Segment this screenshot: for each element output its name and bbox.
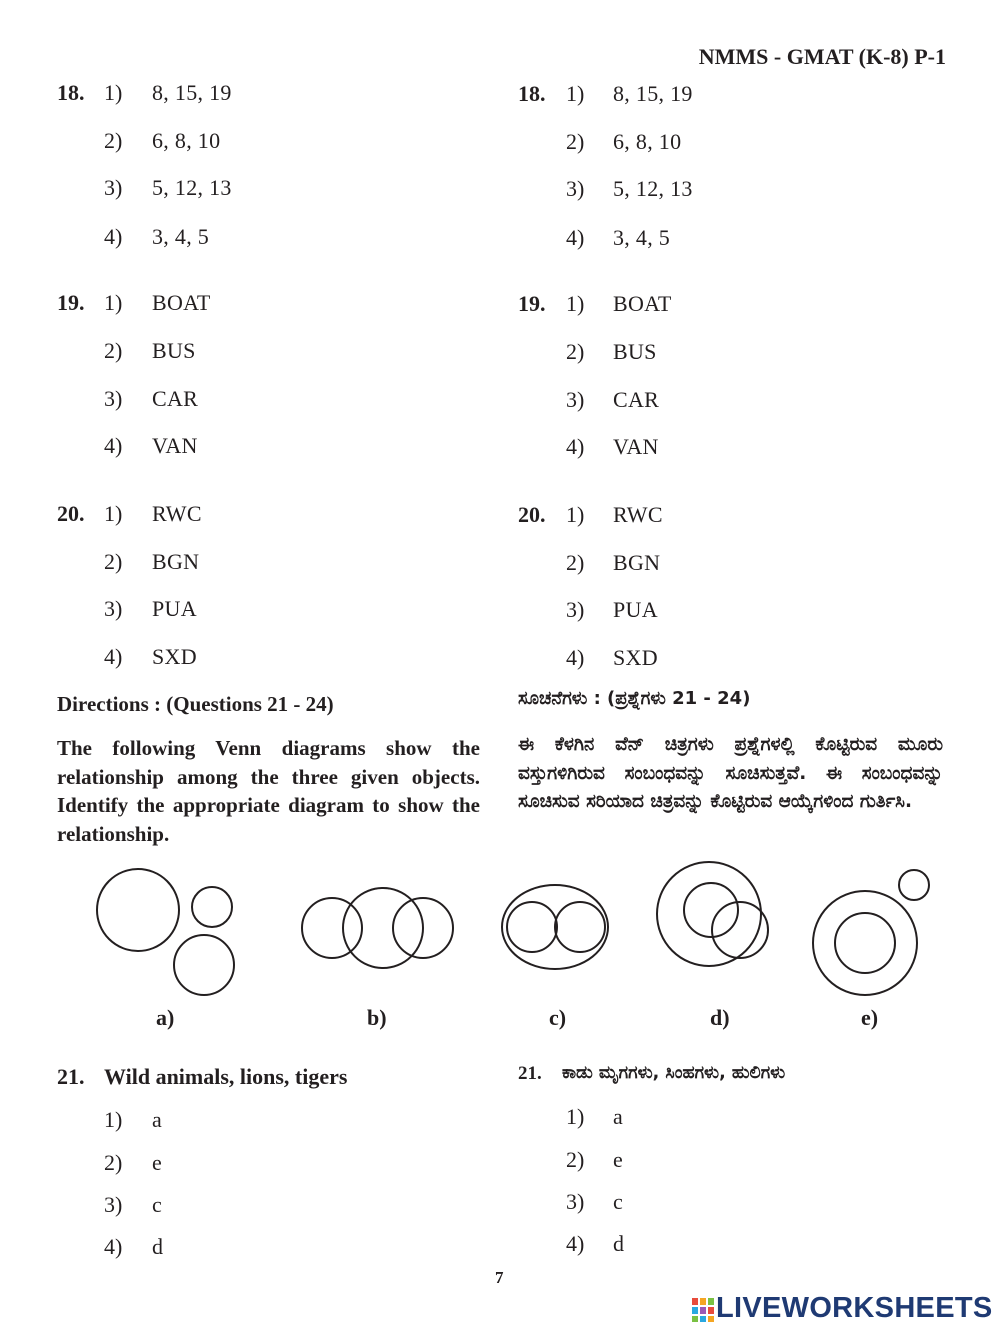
liveworksheets-logo-icon — [692, 1298, 714, 1322]
left-q20-opt3-num: 3) — [104, 596, 123, 621]
right-q19-number: 19. — [518, 291, 546, 316]
left-q19-opt1-text: BOAT — [152, 290, 211, 315]
document-header: NMMS - GMAT (K-8) P-1 — [698, 44, 946, 69]
right-q20-number: 20. — [518, 502, 546, 527]
left-q20-opt4-text: SXD — [152, 644, 197, 669]
page-number: 7 — [495, 1268, 504, 1287]
right-q20-opt2-num: 2) — [566, 550, 585, 575]
right-q21-opt1-text: a — [613, 1104, 624, 1129]
right-q18-opt3-text: 5, 12, 13 — [613, 176, 693, 201]
left-q19-opt4-text: VAN — [152, 433, 198, 458]
right-q20-opt3-num: 3) — [566, 597, 585, 622]
kannada-directions-body: ಈ ಕೆಳಗಿನ ವೆನ್ ಚಿತ್ರಗಳು ಪ್ರಶ್ನೆಗಳಲ್ಲಿ ಕೊಟ್ಟಿರುವ ಮೂರು ವಸ್ತುಗಳಿಗಿರುವ ಸಂಬಂಧವನ್ನು ಸೂಚಿಸುತ್ತವೆ. ಈ ಸಂಬಂಧವನ್ನು ಸೂಚಿಸುವ ಸರಿಯಾದ ಚಿತ್ರವನ್ನು ಕೊಟ್ಟಿರುವ ಆಯ್ಕೆಗಳಿಂದ ಗುರ್ತಿಸಿ. — [518, 734, 943, 812]
kannada-directions-title: ಸೂಚನೆಗಳು : (ಪ್ರಶ್ನೆಗಳು 21 - 24) — [518, 688, 751, 709]
venn-a — [97, 869, 234, 995]
right-q19-opt3-text: CAR — [613, 387, 660, 412]
right-q19-opt1-text: BOAT — [613, 291, 672, 316]
left-q20-opt3-text: PUA — [152, 596, 197, 621]
right-q18-opt2-num: 2) — [566, 129, 585, 154]
right-q20-opt2-text: BGN — [613, 550, 661, 575]
left-q21-opt3-num: 3) — [104, 1192, 123, 1217]
liveworksheets-watermark[interactable]: LIVEWORKSHEETS — [716, 1292, 993, 1324]
right-q18-number: 18. — [518, 81, 546, 106]
left-q18-opt1-text: 8, 15, 19 — [152, 80, 232, 105]
left-q18-opt3-text: 5, 12, 13 — [152, 175, 232, 200]
venn-label-a: a) — [156, 1005, 175, 1030]
left-q18-opt2-num: 2) — [104, 128, 123, 153]
venn-b — [302, 888, 453, 968]
left-q19-opt2-num: 2) — [104, 338, 123, 363]
left-q21-text: Wild animals, lions, tigers — [104, 1064, 348, 1089]
right-q20-opt3-text: PUA — [613, 597, 658, 622]
right-q21-opt4-num: 4) — [566, 1231, 585, 1256]
right-q19-opt2-num: 2) — [566, 339, 585, 364]
right-q21-opt3-num: 3) — [566, 1189, 585, 1214]
left-q18-opt4-text: 3, 4, 5 — [152, 224, 210, 249]
left-q21-opt2-text: e — [152, 1150, 163, 1175]
left-q21-number: 21. — [57, 1064, 85, 1089]
right-q20-opt1-text: RWC — [613, 502, 663, 527]
directions-body: The following Venn diagrams show the relationship among the three given objects. Identify the appropriate diagram to show the relationship. — [57, 736, 480, 846]
right-q20-opt1-num: 1) — [566, 502, 585, 527]
left-q21-opt2-num: 2) — [104, 1150, 123, 1175]
left-q20-number: 20. — [57, 501, 85, 526]
left-q20-opt2-num: 2) — [104, 549, 123, 574]
right-q19-opt1-num: 1) — [566, 291, 585, 316]
left-q18-opt4-num: 4) — [104, 224, 123, 249]
venn-diagrams — [0, 855, 1000, 1035]
left-q20-opt1-num: 1) — [104, 501, 123, 526]
venn-label-d: d) — [710, 1005, 730, 1030]
left-q18-number: 18. — [57, 80, 85, 105]
right-q18-opt2-text: 6, 8, 10 — [613, 129, 682, 154]
right-q19-opt4-text: VAN — [613, 434, 659, 459]
left-q20-opt2-text: BGN — [152, 549, 200, 574]
right-q18-opt1-text: 8, 15, 19 — [613, 81, 693, 106]
right-q20-opt4-text: SXD — [613, 645, 658, 670]
venn-label-e: e) — [861, 1005, 879, 1030]
left-q19-opt3-text: CAR — [152, 386, 199, 411]
left-q20-opt4-num: 4) — [104, 644, 123, 669]
venn-e — [813, 870, 929, 995]
left-q19-opt2-text: BUS — [152, 338, 196, 363]
right-q18-opt4-text: 3, 4, 5 — [613, 225, 671, 250]
left-q21-opt1-text: a — [152, 1107, 163, 1132]
right-q21-opt1-num: 1) — [566, 1104, 585, 1129]
right-q21-opt4-text: d — [613, 1231, 625, 1256]
left-q18-opt2-text: 6, 8, 10 — [152, 128, 221, 153]
right-q21-opt2-num: 2) — [566, 1147, 585, 1172]
right-q21-opt2-text: e — [613, 1147, 624, 1172]
left-q20-opt1-text: RWC — [152, 501, 202, 526]
right-q21-text: ಕಾಡು ಮೃಗಗಳು, ಸಿಂಹಗಳು, ಹುಲಿಗಳು — [562, 1063, 786, 1083]
right-q21-number: 21. — [518, 1063, 542, 1084]
right-q21-opt3-text: c — [613, 1189, 624, 1214]
left-q21-opt3-text: c — [152, 1192, 163, 1217]
right-q18-opt3-num: 3) — [566, 176, 585, 201]
right-q19-opt3-num: 3) — [566, 387, 585, 412]
left-q19-opt4-num: 4) — [104, 433, 123, 458]
right-q18-opt1-num: 1) — [566, 81, 585, 106]
right-q19-opt4-num: 4) — [566, 434, 585, 459]
left-q21-opt4-text: d — [152, 1234, 164, 1259]
right-q19-opt2-text: BUS — [613, 339, 657, 364]
left-q18-opt1-num: 1) — [104, 80, 123, 105]
left-q18-opt3-num: 3) — [104, 175, 123, 200]
venn-label-c: c) — [549, 1005, 567, 1030]
right-q18-opt4-num: 4) — [566, 225, 585, 250]
left-q21-opt1-num: 1) — [104, 1107, 123, 1132]
left-q19-opt1-num: 1) — [104, 290, 123, 315]
venn-c — [502, 885, 608, 969]
directions-title: Directions : (Questions 21 - 24) — [57, 692, 334, 716]
venn-label-b: b) — [367, 1005, 387, 1030]
left-q19-number: 19. — [57, 290, 85, 315]
left-q19-opt3-num: 3) — [104, 386, 123, 411]
venn-d — [657, 862, 768, 966]
right-q20-opt4-num: 4) — [566, 645, 585, 670]
left-q21-opt4-num: 4) — [104, 1234, 123, 1259]
